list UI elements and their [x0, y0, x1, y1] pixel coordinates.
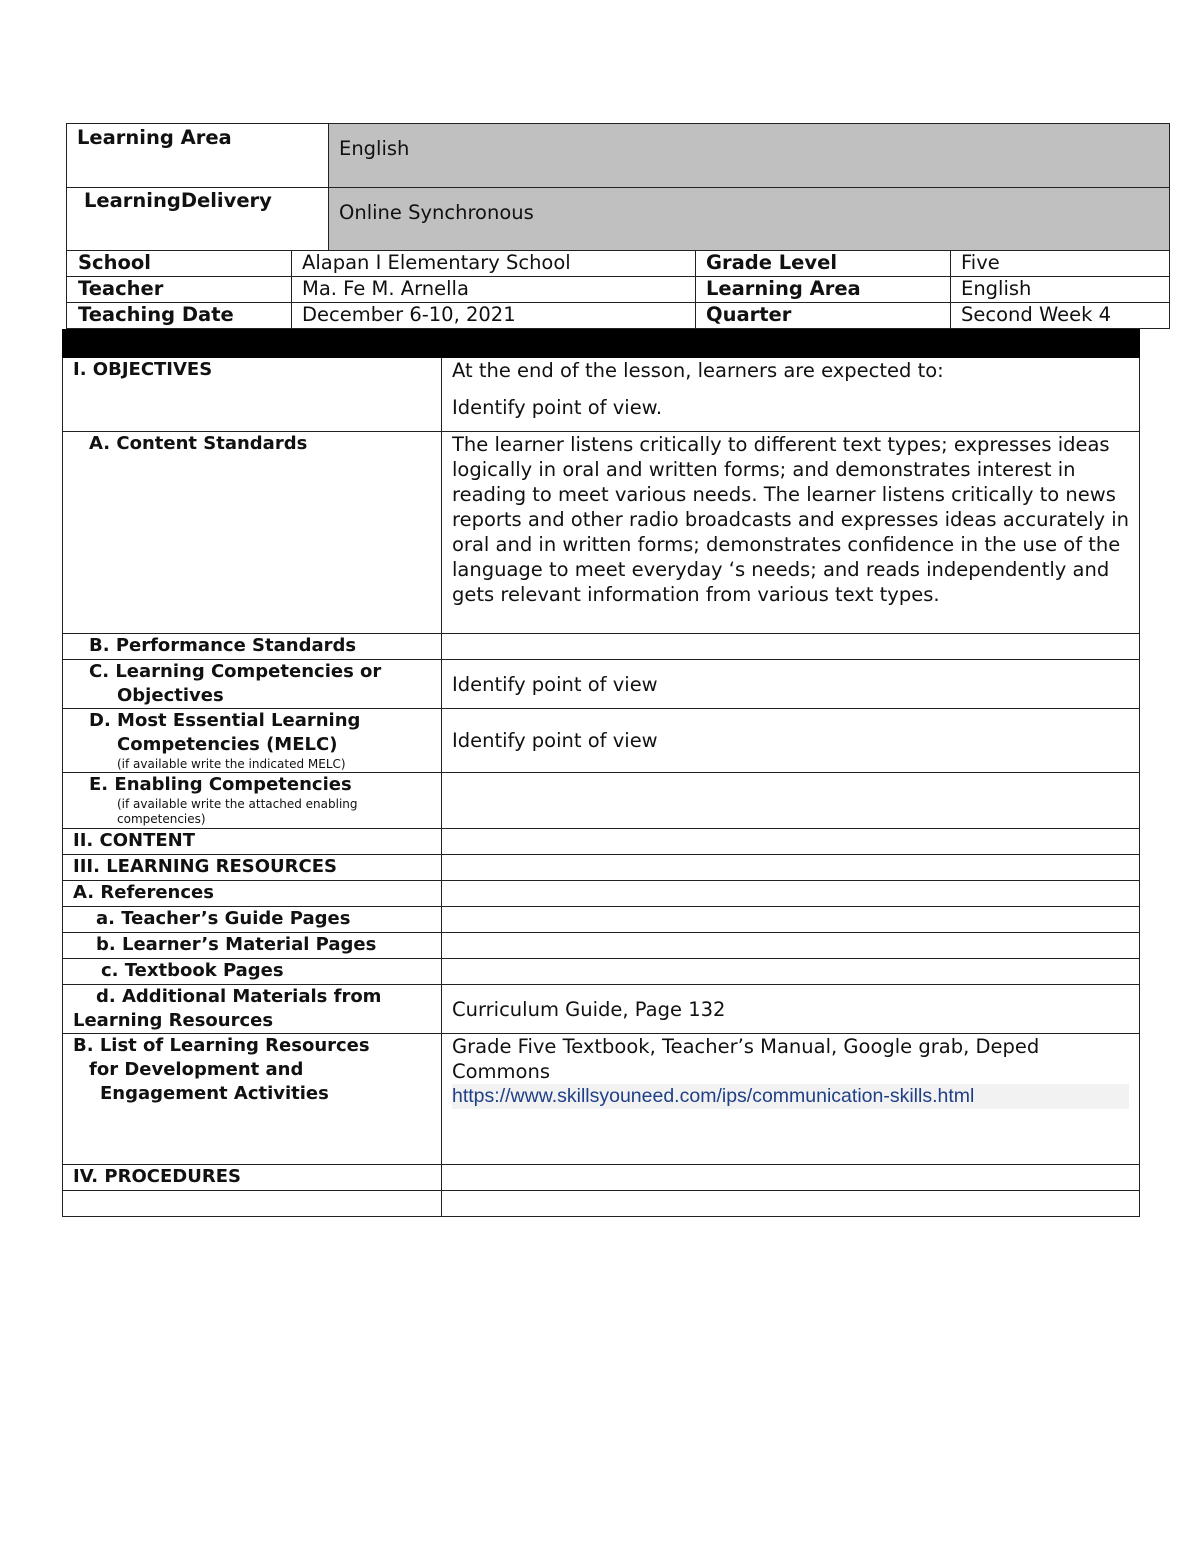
learning-resources-value	[442, 855, 1140, 881]
learners-material-row	[63, 933, 1140, 959]
content-label: II. CONTENT	[63, 829, 442, 855]
learners-material-label: b. Learner’s Material Pages	[63, 933, 442, 959]
textbook-value	[442, 959, 1140, 985]
performance-standards-row	[63, 634, 1140, 660]
grade-level-label: Grade Level	[696, 251, 951, 277]
learning-competencies-label-line1: C. Learning Competencies or	[89, 661, 382, 682]
teaching-date-value: December 6-10, 2021	[292, 303, 696, 329]
communication-skills-link[interactable]: https://www.skillsyouneed.com/ips/communication-skills.html	[452, 1084, 1129, 1109]
references-label: A. References	[63, 881, 442, 907]
content-standards-label: A. Content Standards	[63, 432, 442, 634]
teacher-row	[67, 277, 1170, 303]
content-standards-row	[63, 432, 1140, 634]
procedures-value	[442, 1165, 1140, 1191]
objectives-goal: Identify point of view.	[452, 396, 663, 419]
additional-materials-label	[63, 985, 442, 1034]
list-resources-label-line2: for Development and	[89, 1059, 304, 1080]
learning-area-label-2: Learning Area	[696, 277, 951, 303]
objectives-row	[63, 358, 1140, 432]
header-table	[66, 123, 1170, 329]
list-resources-label-line3: Engagement Activities	[100, 1083, 329, 1104]
additional-materials-label-line2: Learning Resources	[73, 1010, 274, 1031]
enabling-competencies-label	[63, 773, 442, 829]
learning-resources-label: III. LEARNING RESOURCES	[63, 855, 442, 881]
content-row	[63, 829, 1140, 855]
content-value	[442, 829, 1140, 855]
textbook-row	[63, 959, 1140, 985]
melc-label-line2: Competencies (MELC)	[117, 734, 338, 755]
procedures-label: IV. PROCEDURES	[63, 1165, 442, 1191]
empty-cell-right	[442, 1191, 1140, 1217]
additional-materials-label-line1: d. Additional Materials from	[96, 986, 382, 1007]
school-value: Alapan I Elementary School	[292, 251, 696, 277]
empty-row	[63, 1191, 1140, 1217]
performance-standards-value	[442, 634, 1140, 660]
learning-delivery-label: LearningDelivery	[67, 188, 329, 251]
learning-resources-row	[63, 855, 1140, 881]
melc-label-line1: D. Most Essential Learning	[89, 710, 361, 731]
empty-cell-left	[63, 1191, 442, 1217]
list-resources-value	[442, 1034, 1140, 1165]
teacher-value: Ma. Fe M. Arnella	[292, 277, 696, 303]
performance-standards-label: B. Performance Standards	[63, 634, 442, 660]
teachers-guide-value	[442, 907, 1140, 933]
quarter-label: Quarter	[696, 303, 951, 329]
learning-delivery-row	[67, 188, 1170, 251]
melc-value: Identify point of view	[442, 709, 1140, 773]
objectives-intro: At the end of the lesson, learners are expected to:	[452, 359, 944, 382]
school-label: School	[67, 251, 292, 277]
additional-materials-row	[63, 985, 1140, 1034]
learning-competencies-row	[63, 660, 1140, 709]
learning-competencies-label-line2: Objectives	[117, 685, 224, 706]
objectives-value	[442, 358, 1140, 432]
list-resources-row	[63, 1034, 1140, 1165]
learning-area-row	[67, 124, 1170, 188]
lesson-plan-table	[62, 329, 1140, 1217]
teaching-date-label: Teaching Date	[67, 303, 292, 329]
learners-material-value	[442, 933, 1140, 959]
learning-competencies-label	[63, 660, 442, 709]
teachers-guide-row	[63, 907, 1140, 933]
grade-level-value: Five	[951, 251, 1170, 277]
additional-materials-value: Curriculum Guide, Page 132	[442, 985, 1140, 1034]
teaching-date-row	[67, 303, 1170, 329]
list-resources-label	[63, 1034, 442, 1165]
melc-row	[63, 709, 1140, 773]
learning-area-label: Learning Area	[67, 124, 329, 188]
list-resources-label-line1: B. List of Learning Resources	[73, 1035, 370, 1056]
textbook-label: c. Textbook Pages	[63, 959, 442, 985]
procedures-row	[63, 1165, 1140, 1191]
enabling-note: (if available write the attached enabling competencies)	[117, 797, 358, 826]
learning-delivery-value: Online Synchronous	[329, 188, 1170, 251]
enabling-competencies-value	[442, 773, 1140, 829]
learning-area-value: English	[329, 124, 1170, 188]
enabling-label-text: E. Enabling Competencies	[89, 774, 352, 795]
list-resources-text: Grade Five Textbook, Teacher’s Manual, Google grab, Deped Commons	[452, 1035, 1040, 1083]
content-standards-value: The learner listens critically to different text types; expresses ideas logically in oral and written forms; and demonstrates interest in reading to meet various needs. The learner listens critically to news reports and other radio broadcasts and expresses ideas accurately in oral and in written forms; demonstrates confidence in the use of the language to meet everyday ‘s needs; and reads independently and gets relevant information from various text types.	[442, 432, 1140, 634]
melc-label	[63, 709, 442, 773]
teachers-guide-label: a. Teacher’s Guide Pages	[63, 907, 442, 933]
school-row	[67, 251, 1170, 277]
learning-competencies-value: Identify point of view	[442, 660, 1140, 709]
learning-area-value-2: English	[951, 277, 1170, 303]
references-row	[63, 881, 1140, 907]
teacher-label: Teacher	[67, 277, 292, 303]
melc-note: (if available write the indicated MELC)	[117, 757, 346, 771]
references-value	[442, 881, 1140, 907]
objectives-label: I. OBJECTIVES	[63, 358, 442, 432]
table-header-bar	[63, 330, 1140, 358]
enabling-competencies-row	[63, 773, 1140, 829]
quarter-value: Second Week 4	[951, 303, 1170, 329]
